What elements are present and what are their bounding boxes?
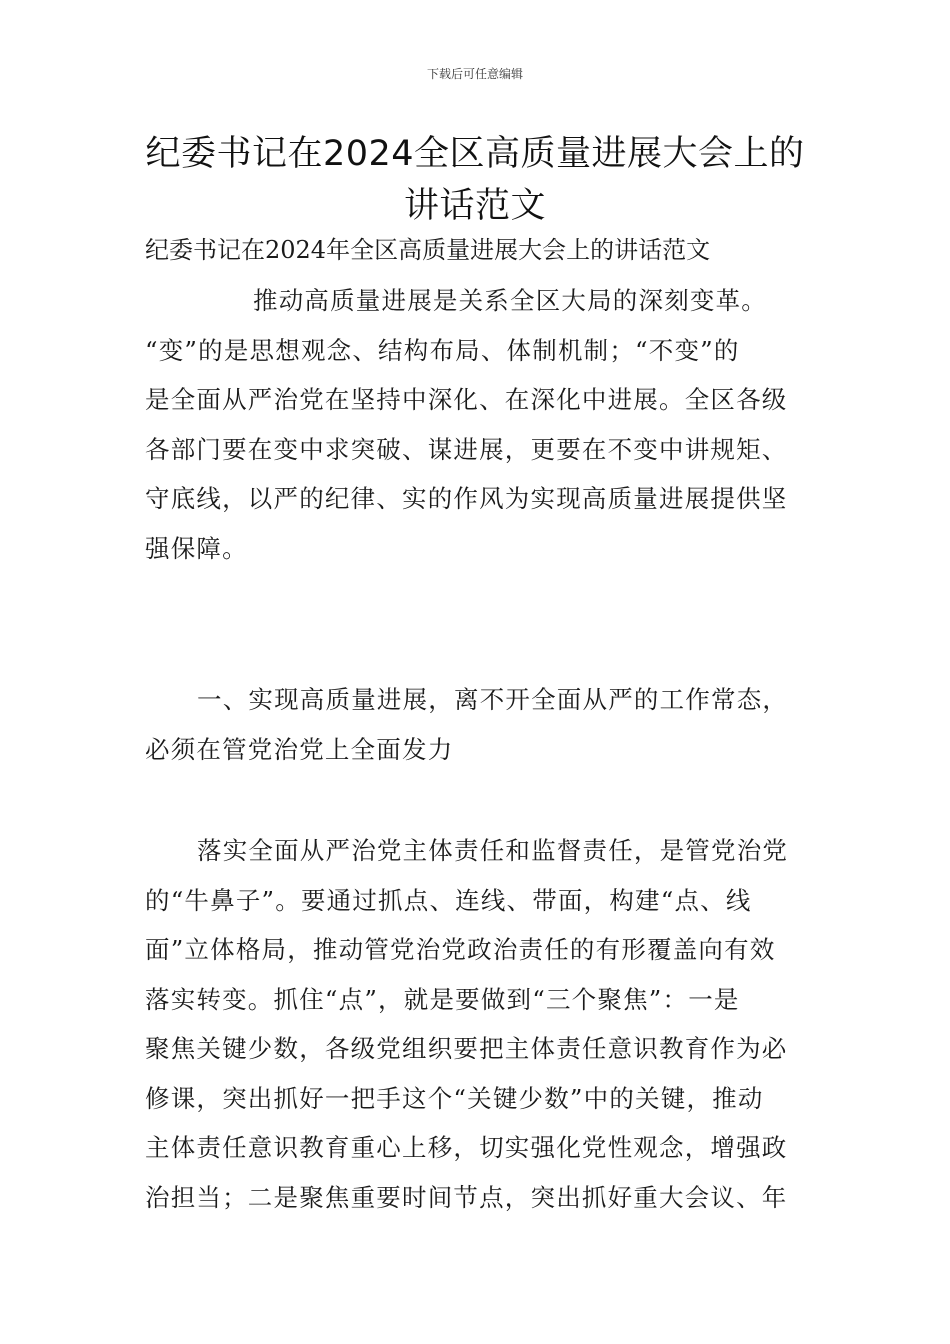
text-line: 聚焦关键少数，各级党组织要把主体责任意识教育作为必	[145, 1034, 788, 1063]
document-title	[120, 128, 830, 232]
section-heading-1	[145, 675, 810, 774]
text-line: 落实全面从严治党主体责任和监督责任，是管党治党	[197, 836, 789, 865]
paragraph-intro	[145, 276, 810, 573]
title-line: 讲话范文	[403, 186, 546, 226]
text-line: 各部门要在变中求突破、谋进展，更要在不变中讲规矩、	[145, 434, 788, 464]
text-line: “变”的是思想观念、结构布局、体制机制；“不变”的	[145, 335, 740, 365]
title-line: 纪委书记在2024全区高质量进展大会上的	[145, 134, 805, 174]
paragraph-body	[145, 826, 810, 1222]
text-line: 主体责任意识教育重心上移，切实强化党性观念，增强政	[145, 1133, 788, 1162]
text-line: 推动高质量进展是关系全区大局的深刻变革。	[253, 286, 767, 315]
document-subtitle: 纪委书记在2024年全区高质量进展大会上的讲话范文	[145, 236, 711, 264]
text-line: 一、实现高质量进展，离不开全面从严的工作常态，	[197, 685, 789, 714]
text-line: 落实转变。抓住“点”，就是要做到“三个聚焦”：一是	[145, 984, 740, 1014]
text-line: 面”立体格局，推动管党治党政治责任的有形覆盖向有效	[145, 935, 776, 964]
text-line: 守底线，以严的纪律、实的作风为实现高质量进展提供坚	[145, 484, 788, 513]
text-line: 的“牛鼻子”。要通过抓点、连线、带面，构建“点、线	[145, 885, 752, 915]
text-line: 强保障。	[145, 533, 248, 563]
text-line: 治担当；二是聚焦重要时间节点，突出抓好重大会议、年	[145, 1182, 788, 1212]
text-line: 修课，突出抓好一把手这个“关键少数”中的关键，推动	[145, 1083, 764, 1113]
text-line: 必须在管党治党上全面发力	[145, 734, 454, 764]
header-note: 下载后可任意编辑	[426, 67, 523, 81]
text-line: 是全面从严治党在坚持中深化、在深化中进展。全区各级	[145, 385, 788, 414]
